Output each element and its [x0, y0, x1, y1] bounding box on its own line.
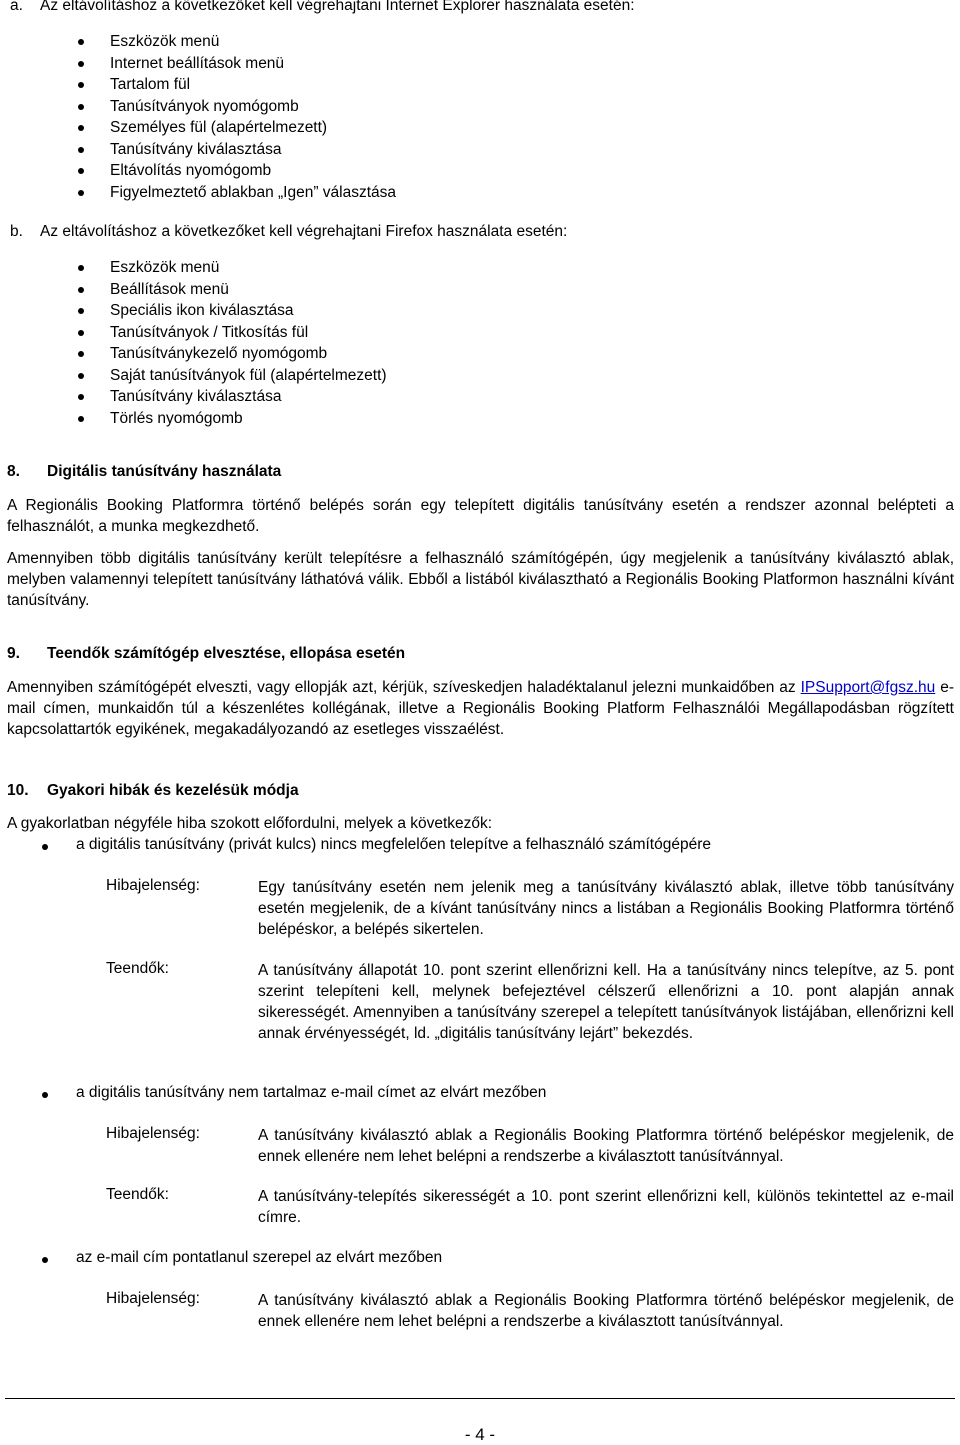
section-8-paragraph-2: Amennyiben több digitális tanúsítvány került telepítésre a felhasználó számítógépén, úgy megjelenik a tanúsítvány kiválasztó ablak, melyben valamennyi telepített tanúsítvány láthatóvá válik. Ebből a listából kiválasztható a Regionális Booking Platformon használni kívánt tanúsítvány.: [7, 550, 954, 609]
section-b-intro: Az eltávolításhoz a következőket kell végrehajtani Firefox használata esetén:: [40, 223, 568, 240]
symptom-label: Hibajelenség:: [106, 1290, 200, 1307]
section-9-heading: [7, 645, 405, 663]
section-a-list: [0, 31, 396, 203]
list-item: Speciális ikon kiválasztása: [0, 300, 387, 322]
section-8-paragraph-1: A Regionális Booking Platformra történő belépés során egy telepített digitális tanúsítvány esetén a rendszer azonnal belépteti a felhasználót, a munka megkezdhető.: [7, 497, 954, 535]
list-item: Tanúsítvány kiválasztása: [0, 139, 396, 161]
error-case-title: a digitális tanúsítvány nem tartalmaz e-mail címet az elvárt mezőben: [76, 1084, 547, 1101]
error-case-title: a digitális tanúsítvány (privát kulcs) nincs megfelelően telepítve a felhasználó számítógépére: [76, 836, 711, 853]
list-item: Figyelmeztető ablakban „Igen” választása: [0, 182, 396, 204]
section-a-intro: Az eltávolításhoz a következőket kell végrehajtani Internet Explorer használata esetén:: [40, 0, 635, 14]
section-title: Teendők számítógép elvesztése, ellopása esetén: [47, 645, 406, 662]
paragraph-text: e-mail címen, munkaidőn túl a készenlétes kollégának, illetve a Regionális Booking Platform Felhasználói Megállapodásban rögzített kapcsolattartók egyikének, megakadályozandó az esetleges visszaélést.: [7, 679, 955, 738]
page-number: - 4 -: [464, 1425, 496, 1444]
section-a-marker: a.: [10, 0, 23, 14]
list-item: Internet beállítások menü: [0, 53, 396, 75]
list-item: Eltávolítás nyomógomb: [0, 160, 396, 182]
list-item: Eszközök menü: [0, 257, 387, 279]
symptom-text: A tanúsítvány kiválasztó ablak a Regionális Booking Platformra történő belépéskor megjelenik, de ennek ellenére nem lehet belépni a rendszerbe a kiválasztott tanúsítvánnyal.: [258, 1292, 954, 1330]
list-item: Eszközök menü: [0, 31, 396, 53]
section-10-heading: [7, 782, 299, 800]
list-item: Tanúsítvány kiválasztása: [0, 386, 387, 408]
paragraph-text: Amennyiben számítógépét elveszti, vagy ellopják azt, kérjük, szíveskedjen haladéktalanul jelezni munkaidőben az: [7, 679, 801, 696]
section-10-intro: A gyakorlatban négyféle hiba szokott előfordulni, melyek a következők:: [7, 815, 493, 832]
section-number: 8.: [7, 463, 20, 480]
symptom-label: Hibajelenség:: [106, 877, 200, 894]
section-number: 9.: [7, 645, 20, 662]
list-item: Beállítások menü: [0, 279, 387, 301]
section-title: Digitális tanúsítvány használata: [47, 463, 282, 480]
section-8-heading: [7, 463, 281, 481]
error-case-title: az e-mail cím pontatlanul szerepel az elvárt mezőben: [76, 1249, 443, 1266]
symptom-label: Hibajelenség:: [106, 1125, 200, 1142]
action-label: Teendők:: [106, 960, 169, 977]
email-link[interactable]: IPSupport@fgsz.hu: [800, 679, 936, 696]
section-title: Gyakori hibák és kezelésük módja: [47, 782, 299, 799]
list-item: Személyes fül (alapértelmezett): [0, 117, 396, 139]
section-9-paragraph: [7, 677, 954, 740]
symptom-text: A tanúsítvány kiválasztó ablak a Regionális Booking Platformra történő belépéskor megjelenik, de ennek ellenére nem lehet belépni a rendszerbe a kiválasztott tanúsítvánnyal.: [258, 1127, 954, 1165]
list-item: Tanúsítványok / Titkosítás fül: [0, 322, 387, 344]
footer-divider: [5, 1398, 955, 1399]
list-item: Tanúsítványok nyomógomb: [0, 96, 396, 118]
section-b-list: [0, 257, 387, 429]
action-label: Teendők:: [106, 1186, 169, 1203]
list-item: Tanúsítványkezelő nyomógomb: [0, 343, 387, 365]
section-number: 10.: [7, 782, 29, 799]
symptom-text: Egy tanúsítvány esetén nem jelenik meg a tanúsítvány kiválasztó ablak, illetve több tanúsítvány esetén megjelenik, de a kívánt tanúsítvány nincs a listában a Regionális Booking Platformra történő belépéskor, a belépés sikertelen.: [258, 879, 954, 938]
action-text: A tanúsítvány állapotát 10. pont szerint ellenőrizni kell. Ha a tanúsítvány nincs telepítve, az 5. pont szerint telepíteni kell, melynek befejeztével célszerű ellenőrizni a 10. pont alapján annak sikerességét. Amennyiben a tanúsítvány szerepel a telepített tanúsítványok listájában, ellenőrizni kell annak érvényességét, ld. „digitális tanúsítvány lejárt” bekezdés.: [258, 962, 954, 1042]
section-b-marker: b.: [10, 223, 23, 240]
list-item: Saját tanúsítványok fül (alapértelmezett): [0, 365, 387, 387]
list-item: Tartalom fül: [0, 74, 396, 96]
action-text: A tanúsítvány-telepítés sikerességét a 10. pont szerint ellenőrizni kell, különös tekintettel az e-mail címre.: [258, 1188, 954, 1226]
list-item: Törlés nyomógomb: [0, 408, 387, 430]
